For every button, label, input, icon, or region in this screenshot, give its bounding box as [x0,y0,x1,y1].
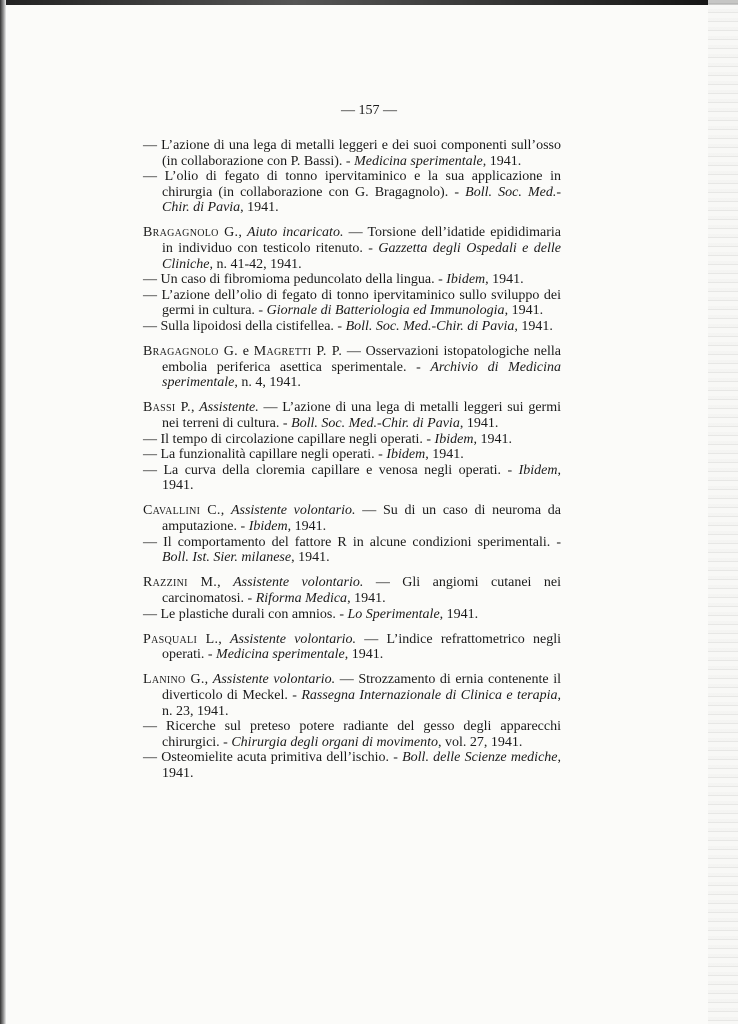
entry-text: , 1941. [347,590,386,606]
bibliography-list [143,138,561,791]
italic-text: Boll. Soc. Med.-Chir. di Pavia [162,184,561,216]
entry-text: , 1941. [344,647,384,663]
italic-text: Ibidem [446,272,486,288]
bibliography-entry [143,344,561,391]
author-group [143,344,561,391]
author-name: Pasquali L. [143,631,219,647]
page-number: — 157 — [341,103,397,118]
italic-text: Assistente. [199,400,259,416]
entry-text: , 1941. [287,519,327,535]
scan-left-edge [0,0,6,1024]
author-group [143,400,561,494]
entry-text: — Il tempo di circolazione capillare negli operati. - [143,431,435,447]
entry-text: — Gli angiomi cutanei nei carcinomatosi. - [162,575,562,606]
entry-text: , [220,503,231,519]
entry-text: — Osservazioni istopatologiche nella embolia periferica asettica sperimentale. - [162,344,562,375]
entry-text: — L’azione di una lega di metalli leggeri e dei suoi componenti sull’osso (in collaborazione con P. Bassi). - [143,138,561,169]
bibliography-entry [143,535,561,566]
italic-text: Chirurgia degli organi di movimento [231,734,438,750]
entry-text: — L’azione di una lega di metalli leggeri sui germi nei terreni di cultura. - [162,400,562,431]
italic-text: Boll. Soc. Med.-Chir. di Pavia [291,416,460,431]
scan-top-edge [0,0,738,5]
italic-text: Ibidem [386,447,426,463]
entry-text: , 1941. [439,606,479,622]
entry-text: , [204,672,213,688]
entry-text: , 1941. [162,750,561,781]
author-name: Bragagnolo G. [143,225,239,241]
entry-text: , 1941. [162,462,561,494]
italic-text: Lo Sperimentale [347,606,440,622]
entry-text: , [217,575,234,591]
bibliography-entry [143,503,561,534]
author-name: Cavallini C. [143,503,221,519]
bibliography-entry [143,319,561,335]
bibliography-entry [143,400,561,431]
italic-text: Aiuto incaricato. [246,225,344,241]
author-name: Lanino G. [143,672,205,688]
author-name: Bragagnolo G. [143,344,238,360]
bibliography-entry [143,138,561,169]
bibliography-entry [143,750,561,781]
entry-text: — La funzionalità capillare negli operati. - [143,447,387,463]
entry-text: — L’olio di fegato di tonno ipervitaminico e la sua applicazione in chirurgia (in collaborazione con G. Bragagnolo). - [143,169,561,200]
entry-text: — La curva della cloremia capillare e venosa negli operati. - [143,462,519,478]
entry-text: — Il comportamento del fattore R in alcune condizioni sperimentali. - [143,534,561,550]
entry-text: — Le plastiche durali con amnios. - [143,606,348,622]
bibliography-entry [143,632,561,663]
author-group [143,672,561,781]
entry-text: , 1941. [514,319,553,335]
italic-text: Boll. Soc. Med.-Chir. di Pavia [345,319,515,335]
entry-text: , n. 4, 1941. [234,375,301,391]
entry-text: , 1941. [504,303,544,319]
bibliography-entry [143,719,561,750]
entry-text: — L’indice refrattometrico negli operati. - [162,631,561,663]
italic-text: Assistente volontario. [229,631,357,647]
author-group [143,632,561,663]
italic-text: Assistente volontario. [230,503,356,519]
italic-text: Assistente volontario. [212,672,336,688]
italic-text: Ibidem [434,431,474,447]
italic-text: Ibidem [518,462,558,478]
entry-text: , [238,225,247,241]
bibliography-entry [143,447,561,463]
author-name: Magretti P. P. [253,344,343,360]
entry-text: , 1941. [482,153,522,169]
entry-text: , n. 23, 1941. [162,687,561,719]
entry-text: — Un caso di fibromioma peduncolato della lingua. - [143,272,447,288]
entry-text: — Ricerche sul preteso potere radiante del gesso degli apparecchi chirurgici. - [143,719,561,750]
author-group [143,225,561,334]
bibliography-entry [143,432,561,448]
entry-text: , 1941. [459,416,499,431]
entry-text: e [237,344,254,360]
bibliography-entry [143,272,561,288]
italic-text: Medicina sperimentale [216,647,345,663]
entry-text: — Strozzamento di ernia contenente il diverticolo di Meckel. - [162,672,561,703]
author-name: Razzini M. [143,575,218,591]
italic-text: Medicina sperimentale [354,153,483,169]
bibliography-entry [143,672,561,719]
entry-text: , 1941. [473,431,512,447]
italic-text: Rassegna Internazionale di Clinica e terapia [301,687,558,703]
entry-text: , [218,631,230,647]
italic-text: Archivio di Medicina sperimentale [162,359,561,391]
entry-text: — L’azione dell’olio di fegato di tonno ipervitaminico sullo sviluppo dei germi in cultura. - [143,287,561,319]
entry-text: — Torsione dell’idatide epididimaria in individuo con testicolo ritenuto. - [162,225,561,257]
italic-text: Boll. Ist. Sier. milanese [162,550,292,566]
entry-text: , 1941. [291,550,330,566]
author-group [143,138,561,216]
entry-text: , vol. 27, 1941. [437,734,523,750]
entry-text: — Su di un caso di neuroma da amputazione. - [162,503,561,535]
entry-text: , [190,400,200,416]
italic-text: Giornale di Batteriologia ed Immunologia [266,303,505,319]
entry-text: , 1941. [485,272,524,288]
entry-text: , 1941. [425,447,464,463]
bibliography-entry [143,225,561,272]
italic-text: Gazzetta degli Ospedali e delle Cliniche [162,241,562,272]
entry-text: , 1941. [240,200,279,216]
author-name: Bassi P. [143,400,191,416]
scan-right-edge [708,0,738,1024]
author-group [143,503,561,565]
bibliography-entry [143,575,561,606]
italic-text: Boll. delle Scienze mediche [402,750,558,766]
bibliography-entry [143,169,561,216]
italic-text: Riforma Medica [255,590,348,606]
entry-text: — Sulla lipoidosi della cistifellea. - [143,319,346,335]
italic-text: Assistente volontario. [233,575,364,591]
bibliography-entry [143,607,561,623]
entry-text: — Osteomielite acuta primitiva dell’ischio. - [143,750,403,766]
entry-text: , n. 41-42, 1941. [209,256,302,272]
bibliography-entry [143,288,561,319]
italic-text: Ibidem [248,519,288,535]
bibliography-entry [143,463,561,494]
author-group [143,575,561,622]
